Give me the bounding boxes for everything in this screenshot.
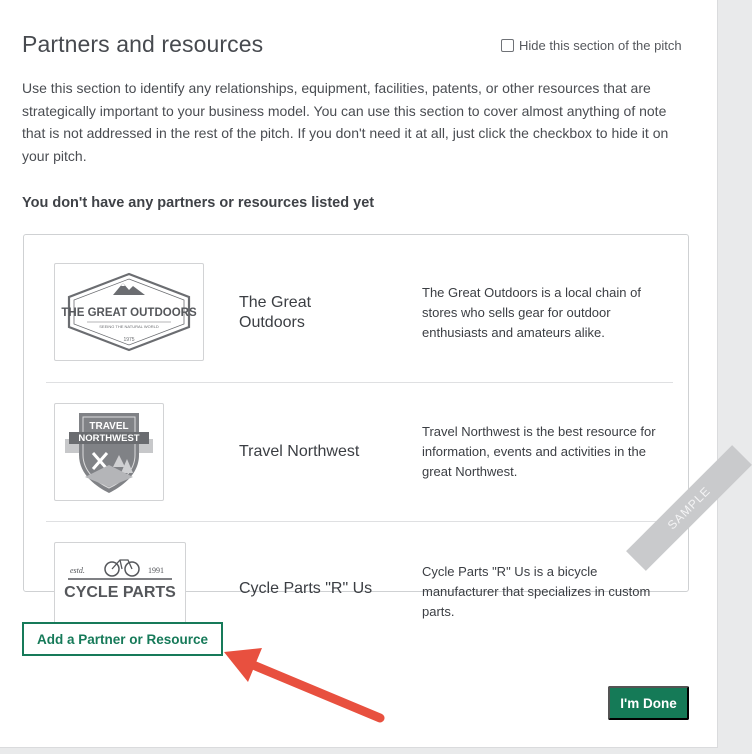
item-name: The Great Outdoors [239,294,312,331]
great-outdoors-badge-icon [63,271,195,353]
sample-list [23,234,714,619]
list-item [46,382,673,521]
item-name: Travel Northwest [239,443,360,460]
add-partner-button[interactable]: Add a Partner or Resource [22,622,223,656]
sample-ribbon-label: SAMPLE [664,483,714,533]
logo-line1: TRAVEL [89,421,129,432]
logo-main-text: THE GREAT OUTDOORS [61,307,197,319]
logo-line2: NORTHWEST [78,433,140,444]
hide-section-label[interactable]: Hide this section of the pitch [519,38,682,53]
logo-year: 1991 [148,566,164,575]
section-description: Use this section to identify any relationships, equipment, facilities, patents, or other resources that are strategically important to your business model. You can use this section to cover almost anything of note that is not addressed in the rest of the pitch. If you don't need it at all, just click the checkbox to hide it on your pitch. [22,80,669,164]
cycle-parts-bicycle-icon [60,549,180,609]
logo-tagline: SEEING THE NATURAL WORLD [99,324,159,329]
travel-northwest-shield-icon [63,409,155,495]
item-description: Cycle Parts "R" Us is a bicycle manufacturer that specializes in custom parts. [422,564,651,619]
list-item [46,243,673,382]
logo-year: 1975 [123,337,135,343]
hide-section-checkbox[interactable] [501,39,514,52]
item-description: Travel Northwest is the best resource for information, events and activities in the great Northwest. [422,424,656,479]
item-description: The Great Outdoors is a local chain of stores who sells gear for outdoor enthusiasts and amateurs alike. [422,285,641,340]
page-title: Partners and resources [22,31,264,57]
logo-estd: estd. [70,566,85,575]
travel-northwest-logo [54,403,164,501]
done-button[interactable]: I'm Done [608,686,689,720]
great-outdoors-logo [54,263,204,361]
hide-section-toggle[interactable] [501,38,682,53]
item-name: Cycle Parts "R" Us [239,580,373,597]
empty-state-heading: You don't have any partners or resources listed yet [22,195,375,211]
logo-main-text: CYCLE PARTS [64,584,176,601]
